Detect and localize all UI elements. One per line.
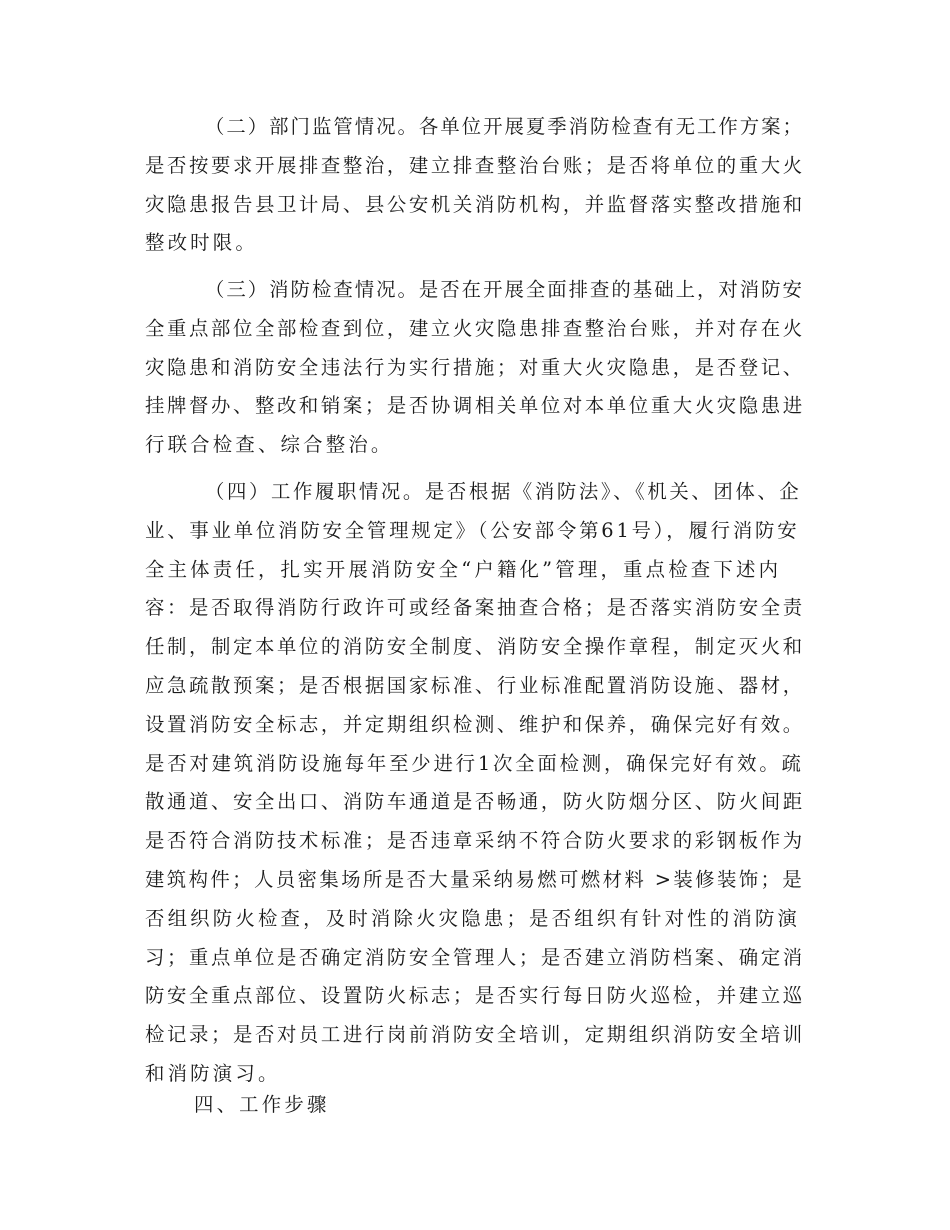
paragraph-line: 业、事业单位消防安全管理规定》（公安部令第61号），履行消防安 [145,518,800,542]
paragraph-line: 行联合检查、综合整治。 [145,433,394,457]
paragraph-line: 是否符合消防技术标准；是否违章采纳不符合防火要求的彩钢板作为 [145,829,805,853]
paragraph-line: 全重点部位全部检查到位，建立火灾隐患排查整治台账，并对存在火 [145,316,805,340]
paragraph-line: 和消防演习。 [145,1061,281,1085]
paragraph-line: 防安全重点部位、设置防火标志；是否实行每日防火巡检，并建立巡 [145,984,805,1008]
paragraph-line: 检记录；是否对员工进行岗前消防安全培训，定期组织消防安全培训 [145,1023,805,1047]
paragraph-line: 整改时限。 [145,231,258,255]
paragraph-line: 应急疏散预案；是否根据国家标准、行业标准配置消防设施、器材， [145,673,805,697]
paragraph-line: （三）消防检查情况。是否在开展全面排查的基础上，对消防安 [205,278,804,301]
paragraph-line: 设置消防安全标志，并定期组织检测、维护和保养，确保完好有效。 [145,712,805,736]
paragraph-line: 是否对建筑消防设施每年至少进行1次全面检测，确保完好有效。疏 [145,751,804,775]
paragraph-line: 灾隐患和消防安全违法行为实行措施；对重大火灾隐患，是否登记、 [145,355,805,379]
paragraph-line: 否组织防火检查，及时消除火灾隐患；是否组织有针对性的消防演 [145,906,801,930]
paragraph-line: 建筑构件；人员密集场所是否大量采纳易燃可燃材料 >装修装饰；是 [145,867,805,891]
paragraph-duty-performance [145,473,805,1094]
paragraph-line: （四）工作履职情况。是否根据《消防法》、《机关、团体、企 [205,480,802,503]
paragraph-line: 习；重点单位是否确定消防安全管理人；是否建立消防档案、确定消 [145,945,805,969]
paragraph-line: 全主体责任，扎实开展消防安全“户籍化”管理，重点检查下述内 [145,557,782,581]
paragraph-department-supervision [145,108,805,263]
paragraph-line: 是否按要求开展排查整治，建立排查整治台账；是否将单位的重大火 [145,153,805,177]
paragraph-line: （二）部门监管情况。各单位开展夏季消防检查有无工作方案； [205,115,804,138]
paragraph-line: 灾隐患报告县卫计局、县公安机关消防机构，并监督落实整改措施和 [145,192,805,216]
paragraph-line: 散通道、安全出口、消防车通道是否畅通，防火防烟分区、防火间距 [145,790,805,814]
paragraph-line: 任制，制定本单位的消防安全制度、消防安全操作章程，制定灭火和 [145,635,805,659]
paragraph-fire-inspection [145,271,805,465]
section-heading: 四、工作步骤 [194,1093,330,1116]
paragraph-line: 挂牌督办、整改和销案；是否协调相关单位对本单位重大火灾隐患进 [145,394,805,418]
paragraph-line: 容：是否取得消防行政许可或经备案抽查合格；是否落实消防安全责 [145,596,805,620]
